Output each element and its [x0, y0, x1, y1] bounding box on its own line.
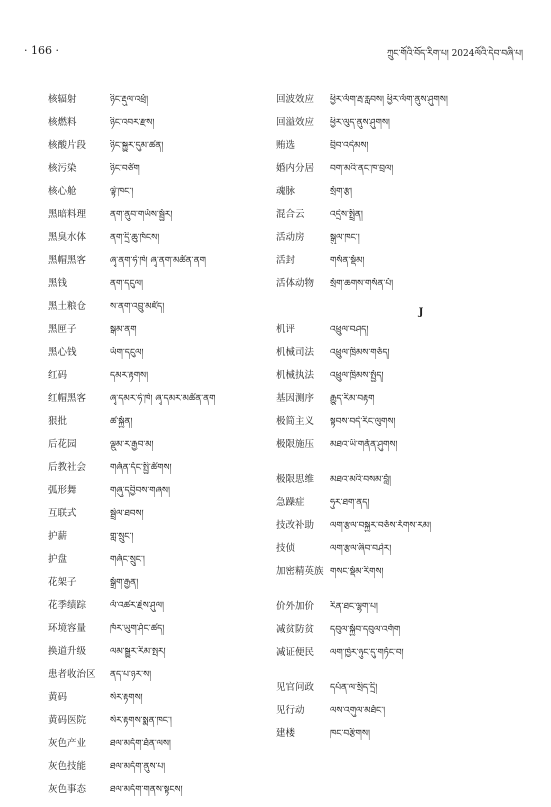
tibetan-term: ལས་འགུལ་མཐོང་། — [330, 706, 386, 716]
chinese-term: 红码 — [48, 370, 68, 381]
chinese-term: 回波效应 — [276, 94, 315, 105]
chinese-term: 魂脉 — [276, 186, 296, 197]
glossary-entry — [276, 324, 526, 347]
chinese-term: 黑臭水体 — [48, 232, 87, 243]
chinese-term: 黄码 — [48, 692, 68, 703]
glossary-entry — [48, 669, 258, 692]
chinese-term: 基因测序 — [276, 393, 315, 404]
glossary-entry — [48, 508, 258, 531]
chinese-term: 见官问政 — [276, 682, 315, 693]
chinese-term: 技侦 — [276, 543, 296, 554]
page-number: · 166 · — [24, 44, 59, 57]
glossary-entry — [48, 554, 258, 577]
tibetan-term: མཐའ་ཡི་གནོན་ཤུགས། — [330, 440, 398, 450]
glossary-entry — [48, 301, 258, 324]
tibetan-term: རྒྱུད་རིམ་བརྟག — [330, 394, 375, 404]
chinese-term: 黑暗料理 — [48, 209, 87, 220]
tibetan-term: ཐལ་མདོག་ཐོན་ལས། — [110, 739, 171, 749]
chinese-term: 机械执法 — [276, 370, 315, 381]
tibetan-term: ཞྭ་ནག་ཧེ་ཁེ། ཞྭ་ནག་མཚོན་ནག — [110, 256, 206, 266]
left-glossary-column — [48, 94, 258, 807]
glossary-entry — [276, 232, 526, 255]
tibetan-term: རིན་ཐང་ལྷག་པ། — [330, 602, 378, 612]
glossary-entry — [48, 761, 258, 784]
chinese-term: 灰色事态 — [48, 784, 87, 795]
chinese-term: 弧形舞 — [48, 485, 77, 496]
chinese-term: 核心舱 — [48, 186, 77, 197]
tibetan-term: དཔོན་ལ་སྲིད་དྲི། — [330, 683, 378, 693]
chinese-term: 核酸片段 — [48, 140, 87, 151]
chinese-term: 互联式 — [48, 508, 77, 519]
glossary-entry — [276, 682, 526, 705]
glossary-entry — [276, 566, 526, 601]
glossary-entry — [48, 462, 258, 485]
tibetan-term: དམར་རྟགས། — [110, 371, 149, 381]
tibetan-term: སྒུལ་ཁང་། — [330, 233, 360, 243]
tibetan-term: ཉིང་རྡུལ་འཕྲོ། — [110, 95, 149, 105]
tibetan-term: ནག་དྲི་ཆུ་ཁོངས། — [110, 233, 160, 243]
chinese-term: 价外加价 — [276, 601, 315, 612]
chinese-term: 混合云 — [276, 209, 305, 220]
tibetan-term: སྦྲེལ་ཐབས། — [110, 509, 144, 519]
glossary-entry — [48, 692, 258, 715]
chinese-term: 灰色技能 — [48, 761, 87, 772]
glossary-entry — [276, 163, 526, 186]
glossary-entry — [276, 439, 526, 474]
chinese-term: 回溢效应 — [276, 117, 315, 128]
tibetan-term: སེར་རྟགས། — [110, 693, 143, 703]
glossary-entry — [276, 117, 526, 140]
chinese-term: 加密精英族 — [276, 566, 324, 577]
chinese-term: 机评 — [276, 324, 296, 335]
chinese-term: 患者收治区 — [48, 669, 96, 680]
tibetan-term: ཉིང་སྐྱུར་དུམ་ཚན། — [110, 141, 164, 151]
chinese-term: 见行动 — [276, 705, 305, 716]
tibetan-term: ལོ་འཚར་རྗེས་ཤུལ། — [110, 601, 164, 611]
glossary-entry — [48, 370, 258, 393]
glossary-entry — [276, 497, 526, 520]
chinese-term: 贿选 — [276, 140, 296, 151]
tibetan-term: ལམ་སྒྱུར་རིམ་སྤར། — [110, 647, 166, 657]
chinese-term: 黑土粮仓 — [48, 301, 87, 312]
tibetan-term: གཞོན་དོང་སྤྱི་ཚོགས། — [110, 463, 172, 473]
glossary-entry — [48, 393, 258, 416]
glossary-entry — [276, 370, 526, 393]
glossary-entry — [48, 416, 258, 439]
chinese-term: 建楼 — [276, 728, 296, 739]
glossary-entry — [276, 255, 526, 278]
chinese-term: 急躁症 — [276, 497, 305, 508]
glossary-entry — [48, 232, 258, 255]
glossary-entry — [48, 186, 258, 209]
glossary-entry — [48, 94, 258, 117]
chinese-term: 黑帽黑客 — [48, 255, 87, 266]
chinese-term: 狠批 — [48, 416, 68, 427]
glossary-entry — [276, 624, 526, 647]
tibetan-term: ལག་རྩལ་ཞིབ་བཤེར། — [330, 544, 392, 554]
glossary-entry — [276, 647, 526, 682]
glossary-entry — [276, 705, 526, 728]
tibetan-term: འཕྲུལ་ཁྲིམས་གཅོད། — [330, 348, 390, 358]
glossary-entry — [48, 347, 258, 370]
glossary-entry — [48, 531, 258, 554]
glossary-entry — [48, 439, 258, 462]
chinese-term: 核辐射 — [48, 94, 77, 105]
glossary-entry — [48, 255, 258, 278]
chinese-term: 活体动物 — [276, 278, 315, 289]
chinese-term: 灰色产业 — [48, 738, 87, 749]
tibetan-term: མཐའ་མའི་བསམ་བློ། — [330, 475, 392, 485]
chinese-term: 后教社会 — [48, 462, 87, 473]
chinese-term: 核燃料 — [48, 117, 77, 128]
glossary-entry — [276, 186, 526, 209]
tibetan-term: བག་མའི་ནང་ཁ་བྲལ། — [330, 164, 394, 174]
chinese-term: 花季绩踪 — [48, 600, 87, 611]
chinese-term: 护盘 — [48, 554, 68, 565]
glossary-entry — [276, 543, 526, 566]
glossary-entry — [48, 784, 258, 807]
glossary-entry — [48, 485, 258, 508]
chinese-term: 环境容量 — [48, 623, 87, 634]
tibetan-term: ནད་པ་ཉར་ས། — [110, 670, 152, 680]
glossary-entry — [48, 577, 258, 600]
glossary-entry — [48, 163, 258, 186]
tibetan-term: སྲོག་རྩ། — [330, 187, 352, 197]
chinese-term: 活封 — [276, 255, 296, 266]
tibetan-term: སྒམ་ནག — [110, 325, 137, 335]
chinese-term: 黑钱 — [48, 278, 68, 289]
glossary-entry — [48, 600, 258, 623]
running-header-title: ཀྲུང་གོའི་བོད་རིག་པ། 2024ལོའི་དེབ་བཞི་པ། — [386, 49, 523, 59]
tibetan-term: ཐལ་མདོག་ནུས་པ། — [110, 762, 166, 772]
tibetan-term: འདྲེས་སྤྲིན། — [330, 210, 363, 220]
glossary-entry — [276, 94, 526, 117]
tibetan-term: ཕྱིར་ལུད་ནུས་ཤུགས། — [330, 118, 390, 128]
tibetan-term: ས་ནག་འབྲུ་མཛོད། — [110, 302, 165, 312]
glossary-entry — [48, 623, 258, 646]
tibetan-term: གསང་སྡོམ་རིགས། — [330, 567, 384, 577]
tibetan-term: དབུལ་སྐྱོབ་དབུལ་འགོག — [330, 625, 401, 635]
glossary-entry — [48, 117, 258, 140]
glossary-entry — [48, 278, 258, 301]
tibetan-term: ཚ་སྐྱོན། — [110, 417, 133, 427]
chinese-term: 技改补助 — [276, 520, 315, 531]
chinese-term: 减证便民 — [276, 647, 315, 658]
chinese-term: 护薪 — [48, 531, 68, 542]
chinese-term: 黄码医院 — [48, 715, 87, 726]
tibetan-term: ཐལ་མདོག་གནས་སྟངས། — [110, 785, 183, 795]
tibetan-term: ལྟེ་ཁང་། — [110, 187, 134, 197]
tibetan-term: སྲོག་ཆགས་གསོན་པོ། — [330, 279, 394, 289]
tibetan-term: ལག་རྩལ་བསྐྱར་བཅོས་རོགས་རམ། — [330, 521, 432, 531]
glossary-entry — [276, 474, 526, 497]
tibetan-term: ཁོར་ཡུག་ཤོང་ཚད། — [110, 624, 165, 634]
chinese-term: 黑匣子 — [48, 324, 77, 335]
tibetan-term: ཉིང་འབར་རྫས། — [110, 118, 155, 128]
tibetan-term: ལྡུམ་ར་རྒྱབ་མ། — [110, 440, 154, 450]
tibetan-term: སེར་རྟགས་སྨན་ཁང་། — [110, 716, 172, 726]
chinese-term: 婚内分居 — [276, 163, 315, 174]
glossary-entry — [48, 324, 258, 347]
tibetan-term: གཞོང་སྲུང་། — [110, 555, 145, 565]
glossary-entry — [276, 601, 526, 624]
chinese-term: 减贫防贫 — [276, 624, 315, 635]
glossary-entry — [276, 278, 526, 301]
glossary-entry — [276, 393, 526, 416]
tibetan-term: བྲིབ་འདེམས། — [330, 141, 369, 151]
glossary-entry — [276, 347, 526, 370]
glossary-entry — [276, 520, 526, 543]
tibetan-term: གླ་སྲུང་། — [110, 532, 134, 542]
glossary-entry — [48, 715, 258, 738]
chinese-term: 花架子 — [48, 577, 77, 588]
tibetan-term: ནག་དངུལ། — [110, 279, 143, 289]
tibetan-term: ཕྱིར་ལོག་རྦ་རླབས། ཕྱིར་ལོག་ནུས་ཤུགས། — [330, 95, 448, 105]
chinese-term: 核污染 — [48, 163, 77, 174]
tibetan-term: ཞྭ་དམར་ཧེ་ཁེ། ཞྭ་དམར་མཚོན་ནག — [110, 394, 216, 404]
tibetan-term: འཕྲུལ་བཤད། — [330, 325, 369, 335]
chinese-term: 极限思维 — [276, 474, 315, 485]
tibetan-term: ནག་ནུབ་གཡོས་སྦྱོར། — [110, 210, 173, 220]
chinese-term: 换道升级 — [48, 646, 87, 657]
chinese-term: 活动房 — [276, 232, 305, 243]
chinese-term: 机械司法 — [276, 347, 315, 358]
chinese-term: 红帽黑客 — [48, 393, 87, 404]
tibetan-term: འཕྲུལ་ཁྲིམས་སྤྱོད། — [330, 371, 384, 381]
tibetan-term: ཁང་བརྩིགས། — [330, 729, 370, 739]
glossary-entry — [276, 728, 526, 751]
glossary-entry — [276, 140, 526, 163]
chinese-term: 极简主义 — [276, 416, 315, 427]
glossary-entry — [48, 140, 258, 163]
chinese-term: 极限施压 — [276, 439, 315, 450]
tibetan-term: ལག་ཁྱེར་ཉུང་དུ་གཏོང་བ། — [330, 648, 404, 658]
section-letter-heading: J — [418, 307, 424, 318]
glossary-entry — [276, 416, 526, 439]
tibetan-term: སྟབས་བདེ་རིང་ལུགས། — [330, 417, 396, 427]
tibetan-term: གསོན་སྡོམ། — [330, 256, 365, 266]
right-glossary-column — [276, 94, 526, 751]
glossary-entry — [276, 209, 526, 232]
tibetan-term: ཧུར་ཐག་ནད། — [330, 498, 370, 508]
glossary-entry — [48, 209, 258, 232]
glossary-entry — [48, 738, 258, 761]
tibetan-term: སྒྲོག་རྒྱན། — [110, 578, 139, 588]
tibetan-term: ཉིང་བཙོག — [110, 164, 140, 174]
glossary-entry — [48, 646, 258, 669]
tibetan-term: ཡོག་དངུལ། — [110, 348, 144, 358]
chinese-term: 黑心钱 — [48, 347, 77, 358]
chinese-term: 后花园 — [48, 439, 77, 450]
tibetan-term: གཞུ་དབྱིབས་གཞས། — [110, 486, 170, 496]
